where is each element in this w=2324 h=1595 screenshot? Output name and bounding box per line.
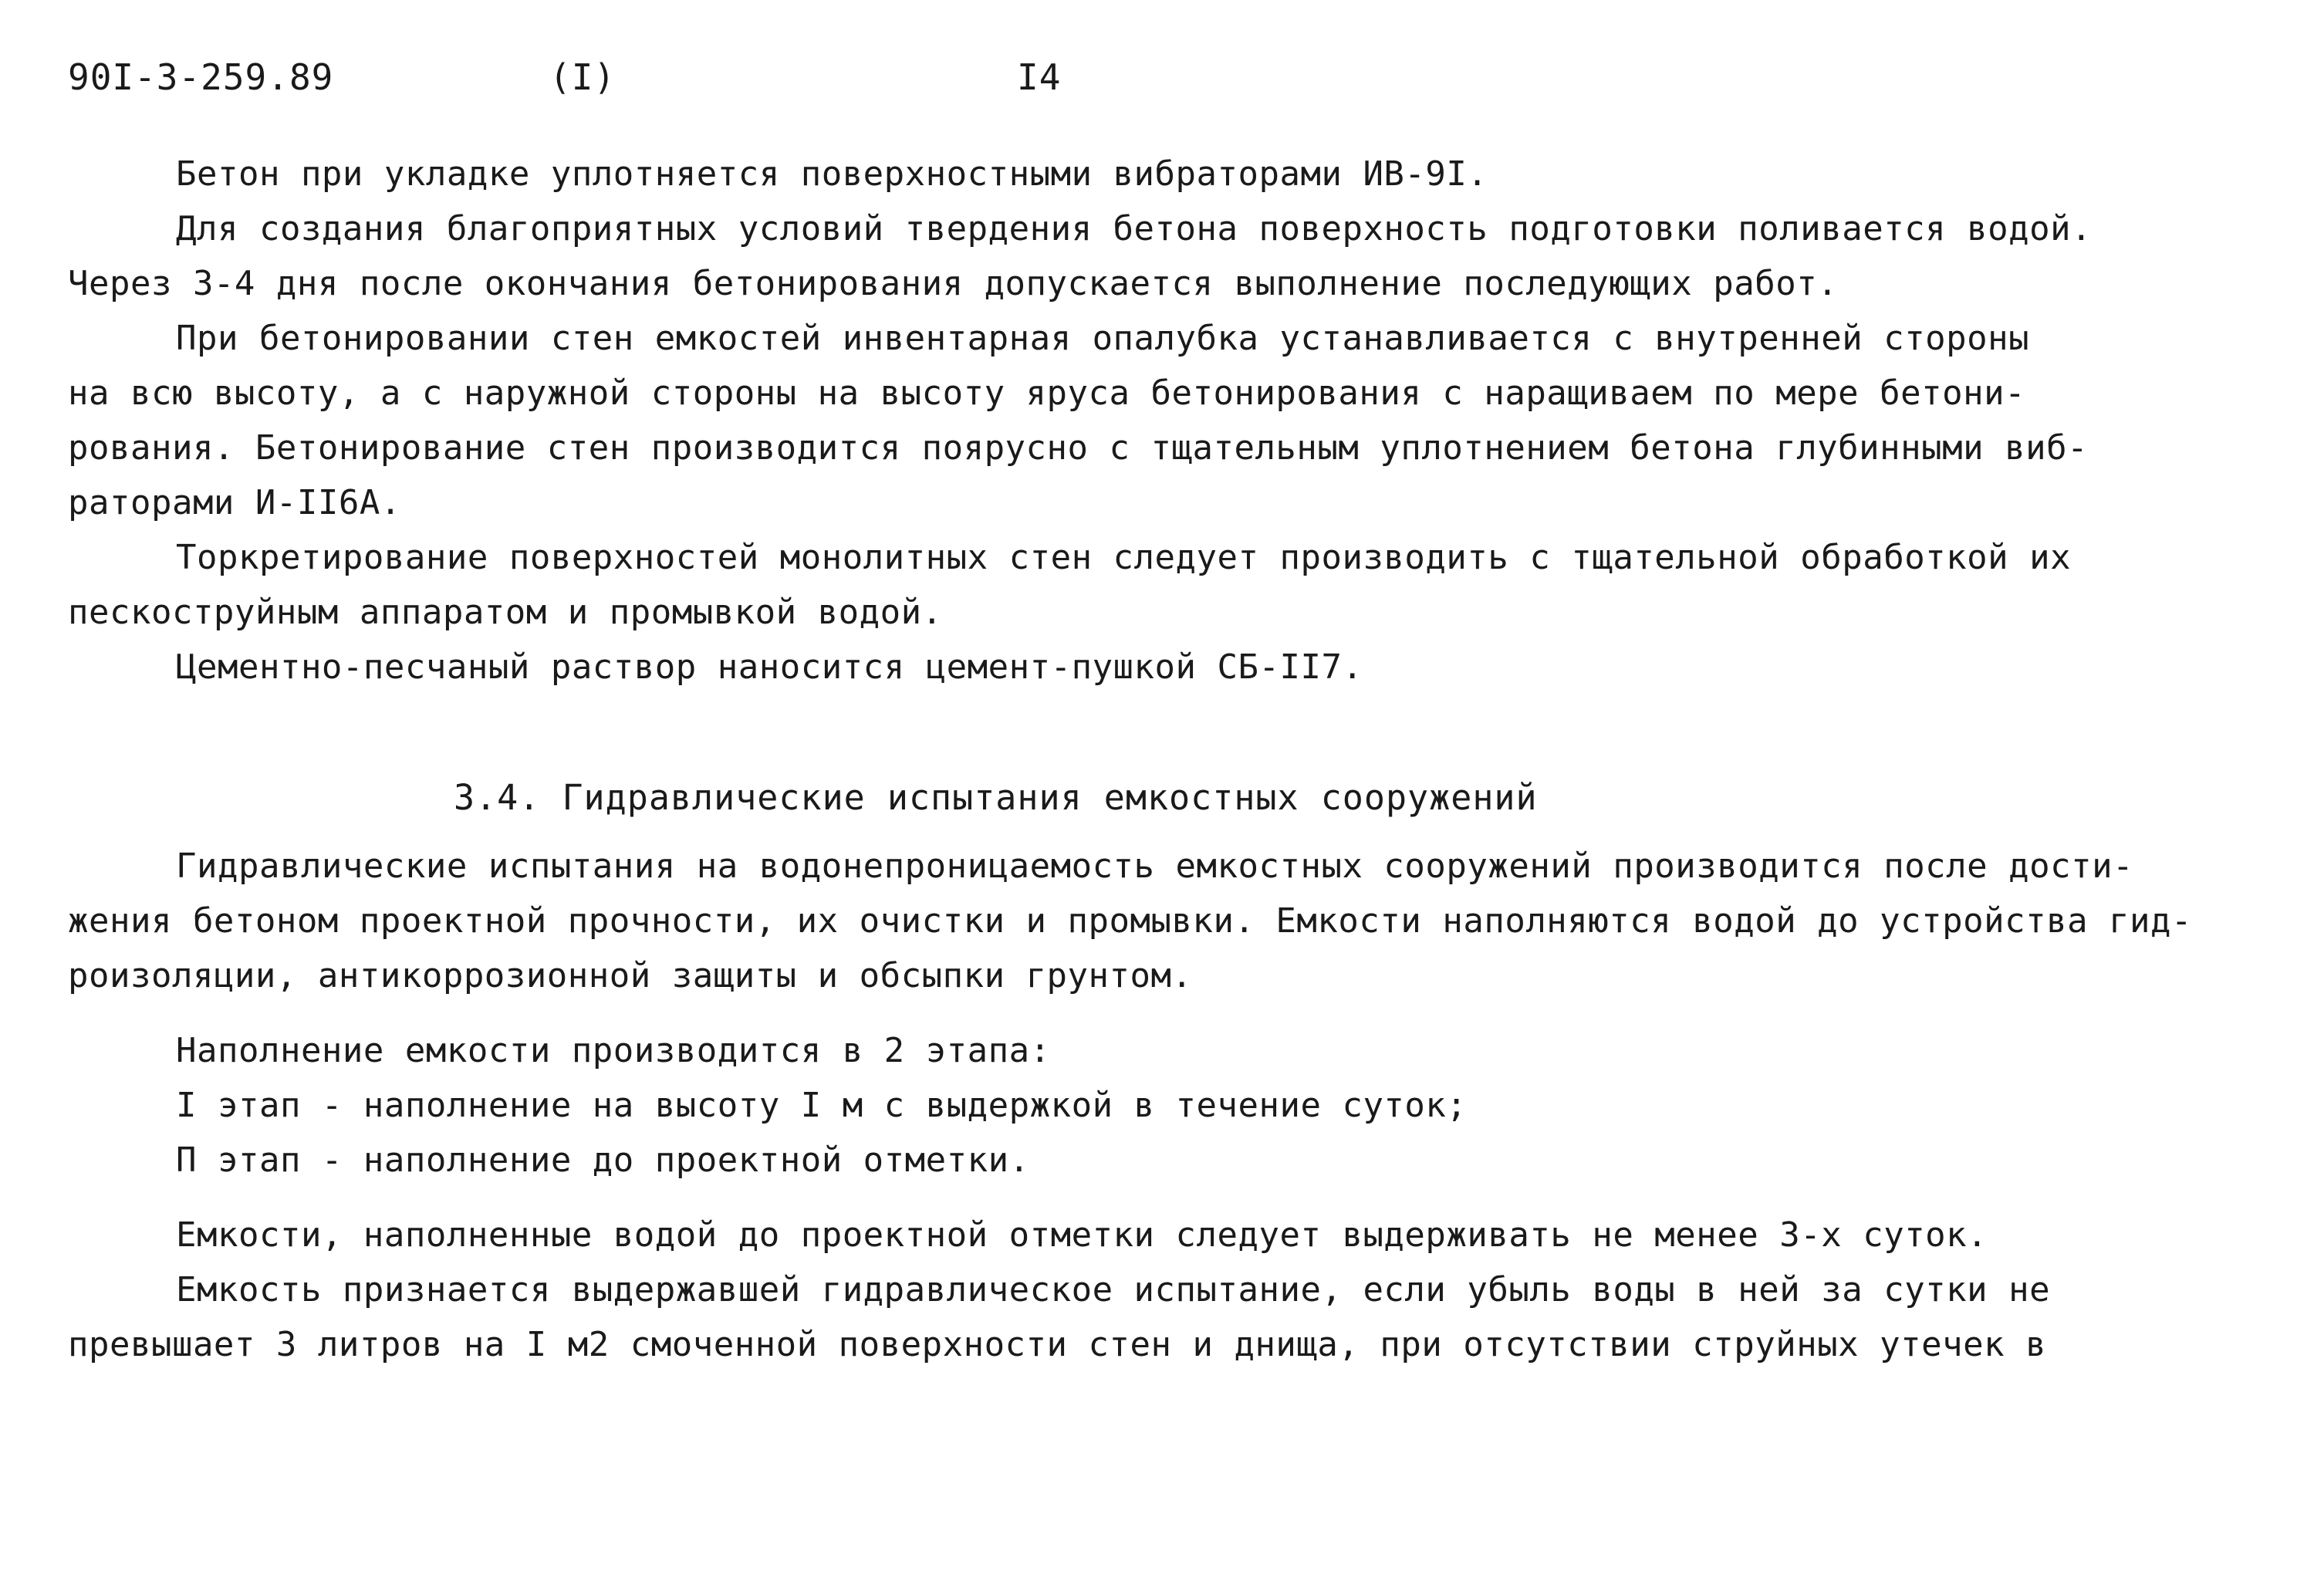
spacer [68, 1003, 2290, 1023]
text-line: Через 3-4 дня после окончания бетонирования допускается выполнение последующих работ. [68, 264, 1839, 303]
spacer [68, 694, 2290, 770]
section-heading: 3.4. Гидравлические испытания емкостных сооружений [454, 777, 1538, 818]
text-line: роизоляции, антикоррозионной защиты и обсыпки грунтом. [68, 956, 1193, 995]
text-line: рования. Бетонирование стен производится поярусно с тщательным уплотнением бетона глубинными виб- [68, 428, 2089, 468]
text-line: раторами И-II6А. [68, 483, 401, 522]
spacer [68, 1188, 2290, 1208]
list-item: П этап - наполнение до проектной отметки. [176, 1140, 1030, 1180]
text-line: Гидравлические испытания на водонепроницаемость емкостных сооружений производится после дости- [176, 846, 2134, 886]
text-line: Наполнение емкости производится в 2 этапа: [176, 1031, 1051, 1070]
text-line: Бетон при укладке уплотняется поверхностными вибраторами ИВ-9I. [176, 154, 1488, 194]
text-line: на всю высоту, а с наружной стороны на высоту яруса бетонирования с наращиваем по мере бетони- [68, 373, 2026, 413]
section-number: (I) [549, 56, 616, 98]
text-line: пескоструйным аппаратом и промывкой водой. [68, 593, 943, 632]
text-line: жения бетоном проектной прочности, их очистки и промывки. Емкости наполняются водой до устройства гид- [68, 901, 2193, 941]
text-line: Торкретирование поверхностей монолитных стен следует производить с тщательной обработкой их [176, 538, 2072, 577]
text-line: При бетонировании стен емкостей инвентарная опалубка устанавливается с внутренней стороны [176, 319, 2030, 358]
text-line: Цементно-песчаный раствор наносится цемент-пушкой СБ-II7. [176, 647, 1363, 687]
page-number: I4 [1017, 56, 1062, 98]
text-line: Для создания благоприятных условий твердения бетона поверхность подготовки поливается водой. [176, 209, 2093, 248]
text-line: Емкость признается выдержавшей гидравлическое испытание, если убыль воды в ней за сутки не [176, 1270, 2051, 1309]
spacer [68, 825, 2290, 839]
list-item: I этап - наполнение на высоту I м с выдержкой в течение суток; [176, 1086, 1468, 1125]
text-line: превышает 3 литров на I м2 смоченной поверхности стен и днища, при отсутствии струйных утечек в [68, 1325, 2047, 1364]
text-line: Емкости, наполненные водой до проектной отметки следует выдерживать не менее 3-х суток. [176, 1215, 1988, 1255]
document-code: 90I-3-259.89 [68, 56, 334, 98]
document-body [68, 147, 2290, 1372]
